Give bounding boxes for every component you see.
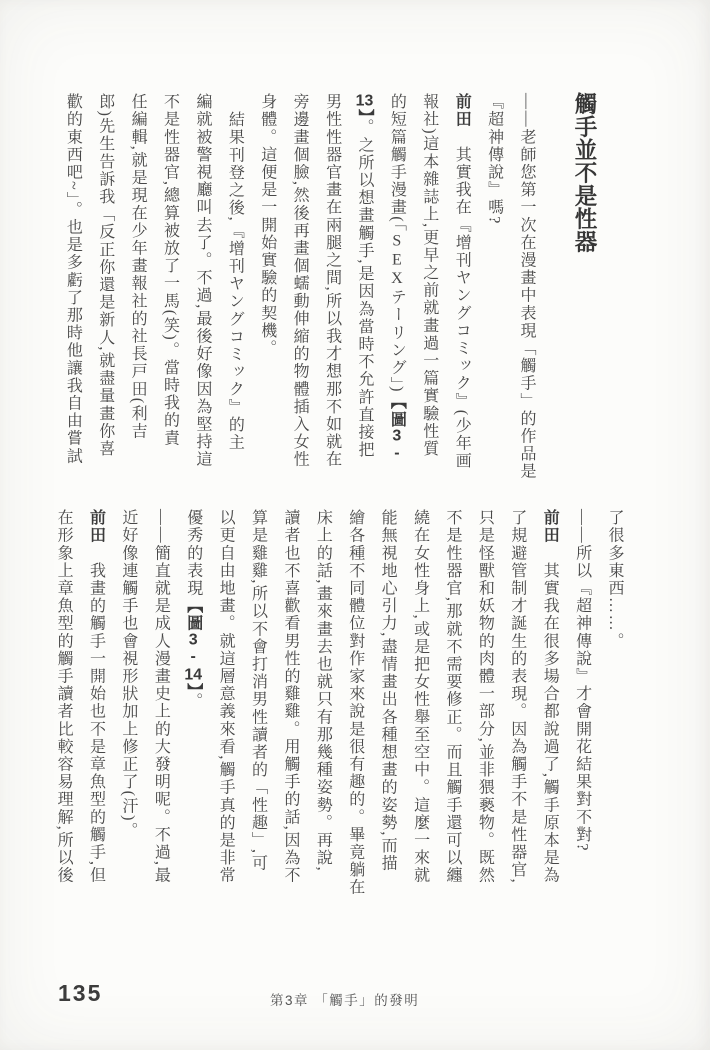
text-segment: 優秀的表現 <box>184 509 202 597</box>
text-segment: 其實我在很多場合都說過了,觸手原本是為 <box>541 544 559 885</box>
emphasis-text: 【圖 <box>388 393 406 429</box>
text-segment: 繪各種不同體位對作家來說是很有趣的。畢竟躺在 <box>346 509 364 897</box>
text-segment: 旁邊畫個臉,然後再畫個蠕動伸縮的物體插入女性 <box>291 93 309 469</box>
text-column <box>380 93 412 489</box>
text-column <box>283 93 315 489</box>
page-number: 135 <box>58 980 103 1006</box>
emphasis-text: 前田 <box>453 93 471 129</box>
section-title: 觸手並不是性器 <box>572 92 597 253</box>
text-column <box>500 509 532 905</box>
text-segment: 。 <box>184 692 202 711</box>
text-column <box>186 93 218 489</box>
text-column <box>250 93 282 489</box>
text-segment: 『超神傳說』嗎? <box>485 93 503 225</box>
emphasis-text: 前田 <box>87 509 105 545</box>
text-column <box>79 509 111 905</box>
text-column <box>348 93 380 489</box>
text-column <box>241 509 273 905</box>
text-segment: 歡的東西吧~」。也是多虧了那時他讓我自由嘗試 <box>64 93 82 465</box>
text-segment: 在形象上章魚型的觸手讀者比較容易理解,所以後 <box>55 509 73 885</box>
text-segment: 的短篇觸手漫畫(「 <box>388 93 406 233</box>
text-column <box>371 509 403 905</box>
emphasis-text: 】 <box>184 682 202 693</box>
text-column <box>510 93 542 489</box>
emphasis-text: 13 <box>355 93 374 109</box>
chapter-footer: 第3章 「觸手」的發明 <box>270 993 420 1008</box>
text-segment: 其實我在『增刊ヤングコミック』(少年画 <box>453 128 471 470</box>
text-column <box>56 93 88 489</box>
emphasis-text: 3 <box>188 632 198 649</box>
text-segment: テーリング」) <box>388 288 406 394</box>
text-column <box>121 93 153 489</box>
text-column <box>598 509 630 905</box>
text-column <box>209 509 241 905</box>
text-column <box>176 509 208 905</box>
text-segment: 能無視地心引力,盡情畫出各種想畫的姿勢,而描 <box>379 509 397 873</box>
text-column <box>315 93 347 489</box>
text-segment: 了規避管制才誕生的表現。因為觸手不是性器官, <box>508 509 526 885</box>
text-segment: ——簡直就是成人漫畫史上的大發明呢。不過,最 <box>152 509 170 885</box>
text-column <box>436 509 468 905</box>
text-column <box>274 509 306 905</box>
text-column <box>468 509 500 905</box>
text-column <box>338 509 370 905</box>
text-band-bottom <box>47 509 630 905</box>
text-column <box>412 93 444 489</box>
text-column <box>306 509 338 905</box>
text-segment: 算是雞雞,所以不會打消男性讀者的「性趣」,可 <box>249 509 267 873</box>
text-segment: 不是性器官,總算被放了一馬(笑)。當時我的責 <box>161 93 179 447</box>
text-segment: 男性性器官畫在兩腿之間,所以我才想那不如就在 <box>323 93 341 469</box>
text-column <box>47 509 79 905</box>
text-column <box>144 509 176 905</box>
text-segment: 我畫的觸手一開始也不是章魚型的觸手,但 <box>87 544 105 885</box>
text-column <box>88 93 120 489</box>
text-segment: 不是性器官,那就不需要修正。而且觸手還可以纏 <box>443 509 461 885</box>
text-segment: 以更自由地畫。就這層意義來看,觸手真的是非常 <box>217 509 235 885</box>
text-column <box>153 93 185 489</box>
text-segment: 了很多東西……。 <box>606 509 623 650</box>
text-column <box>565 509 597 905</box>
text-column <box>403 509 435 905</box>
emphasis-text: 3 <box>392 428 402 445</box>
text-segment: SEX <box>388 232 406 289</box>
emphasis-text: - <box>184 648 202 667</box>
text-column <box>218 93 250 489</box>
text-segment: 報社)這本雜誌上,更早之前就畫過一篇實驗性質 <box>420 93 438 458</box>
text-segment: ——老師您第一次在漫畫中表現「觸手」的作品是 <box>518 93 535 481</box>
text-column <box>533 509 565 905</box>
text-segment: 只是怪獸和妖物的肉體一部分,並非猥褻物。既然 <box>476 509 494 885</box>
text-segment: 郎)先生告訴我「反正你還是新人,就盡量畫你喜 <box>96 93 114 458</box>
emphasis-text: - <box>388 444 406 463</box>
text-segment: 。之所以想畫觸手,是因為當時不允許直接把 <box>355 118 373 459</box>
text-segment: 結果刊登之後,『增刊ヤングコミック』的主 <box>226 111 244 451</box>
text-segment: 近好像連觸手也會視形狀加上修正了(汗)。 <box>119 509 137 840</box>
text-segment: 床上的話,畫來畫去也就只有那幾種姿勢。再說, <box>314 509 332 873</box>
text-band-top <box>56 93 542 489</box>
text-column <box>445 93 477 489</box>
text-segment: 讀者也不喜歡看男性的雞雞。用觸手的話,因為不 <box>281 509 299 885</box>
text-column <box>112 509 144 905</box>
emphasis-text: 【圖 <box>184 597 202 633</box>
text-segment: 繞在女性身上,或是把女性舉至空中。這麼一來就 <box>411 509 429 885</box>
text-segment: 編就被警視廳叫去了。不過,最後好像因為堅持這 <box>193 93 211 469</box>
emphasis-text: 】 <box>355 109 373 119</box>
emphasis-text: 14 <box>184 666 203 683</box>
emphasis-text: 前田 <box>541 509 559 545</box>
text-segment: 身體。這便是一開始實驗的契機。 <box>258 93 276 357</box>
text-segment: ——所以『超神傳說』才會開花結果對不對? <box>573 509 591 853</box>
text-segment: 任編輯,就是現在少年畫報社的社長戸田(利吉 <box>129 93 147 440</box>
text-column <box>477 93 509 489</box>
